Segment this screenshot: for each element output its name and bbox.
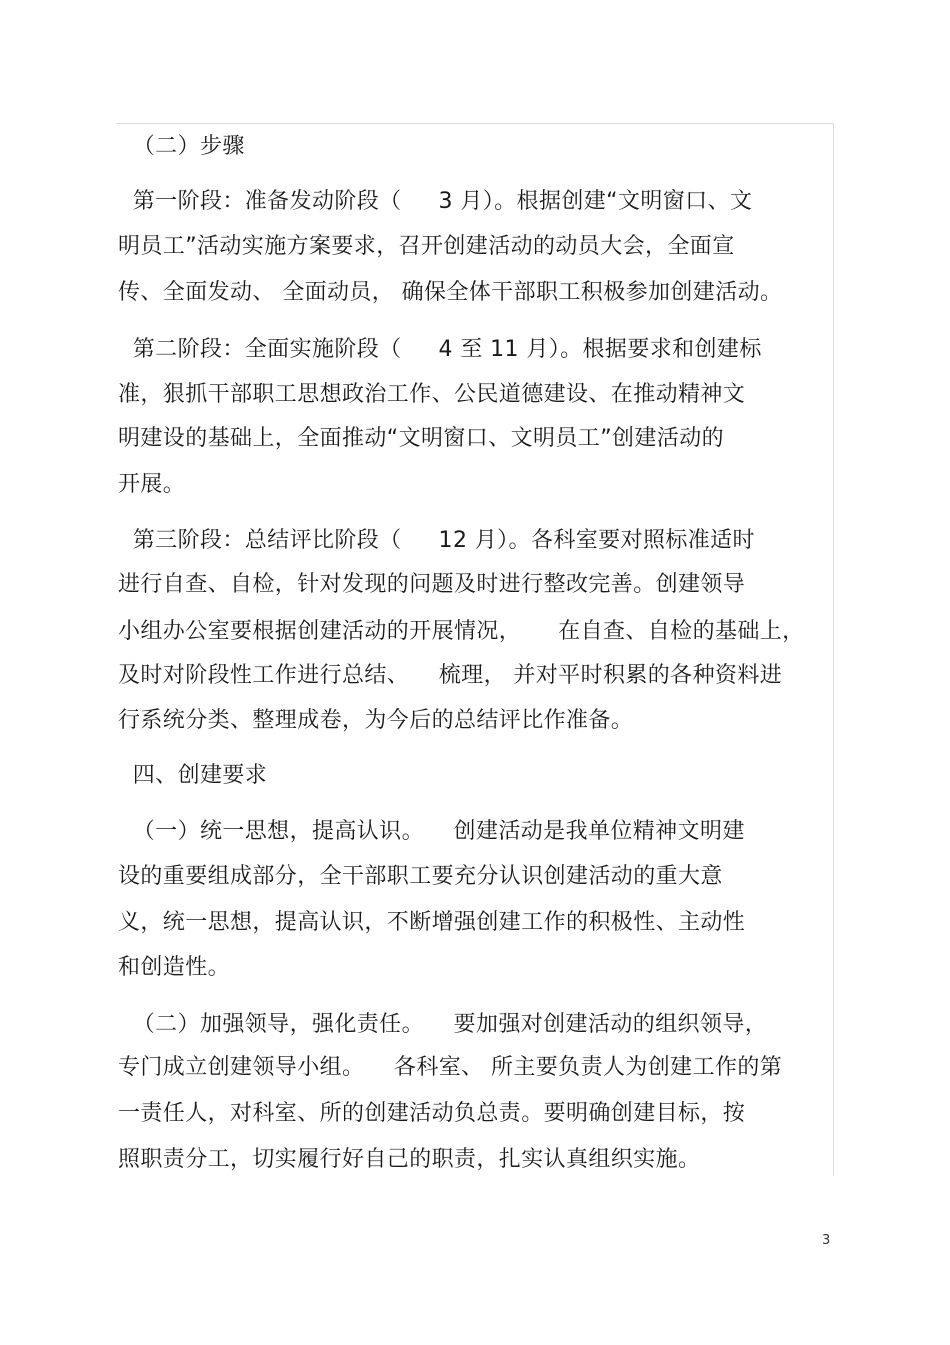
section-heading-steps: （二）步骤 [118, 134, 245, 159]
text-line: 明建设的基础上，全面推动“文明窗口、文明员工”创建活动的 [118, 426, 724, 451]
text-line: 开展。 [118, 472, 186, 497]
text-line: 设的重要组成部分，全干部职工要充分认识创建活动的重大意 [118, 864, 723, 889]
text-line: （二）加强领导，强化责任。 要加强对创建活动的组织领导， [118, 1012, 768, 1037]
text-line: 小组办公室要根据创建活动的开展情况， 在自查、自检的基础上， [118, 619, 805, 644]
text-line: 第一阶段：准备发动阶段（ 3 月）。根据创建“文明窗口、文 [118, 189, 753, 214]
text-line: 专门成立创建领导小组。 各科室、 所主要负责人为创建工作的第 [118, 1055, 783, 1080]
text-line: 照职责分工，切实履行好自己的职责，扎实认真组织实施。 [118, 1147, 701, 1172]
text-line: 第二阶段：全面实施阶段（ 4 至 11 月）。根据要求和创建标 [118, 337, 762, 362]
text-line: 第三阶段：总结评比阶段（ 12 月）。各科室要对照标准适时 [118, 528, 755, 553]
text-line: 准，狠抓干部职工思想政治工作、公民道德建设、在推动精神文 [118, 382, 746, 407]
text-line: 一责任人，对科室、所的创建活动负总责。要明确创建目标，按 [118, 1101, 746, 1126]
text-line: 和创造性。 [118, 955, 231, 980]
text-line: 及时对阶段性工作进行总结、 梳理， 并对平时积累的各种资料进 [118, 663, 783, 688]
section-heading-requirements: 四、创建要求 [118, 763, 268, 788]
text-line: 传、全面发动、 全面动员， 确保全体干部职工积极参加创建活动。 [118, 280, 783, 305]
text-line: 义，统一思想，提高认识，不断增强创建工作的积极性、主动性 [118, 910, 746, 935]
text-line: 进行自查、自检，针对发现的问题及时进行整改完善。创建领导 [118, 572, 746, 597]
text-line: 行系统分类、整理成卷，为今后的总结评比作准备。 [118, 708, 634, 733]
text-line: 明员工”活动实施方案要求，召开创建活动的动员大会，全面宣 [118, 234, 735, 259]
text-line: （一）统一思想，提高认识。 创建活动是我单位精神文明建 [118, 819, 745, 844]
page-number: 3 [822, 1233, 831, 1248]
